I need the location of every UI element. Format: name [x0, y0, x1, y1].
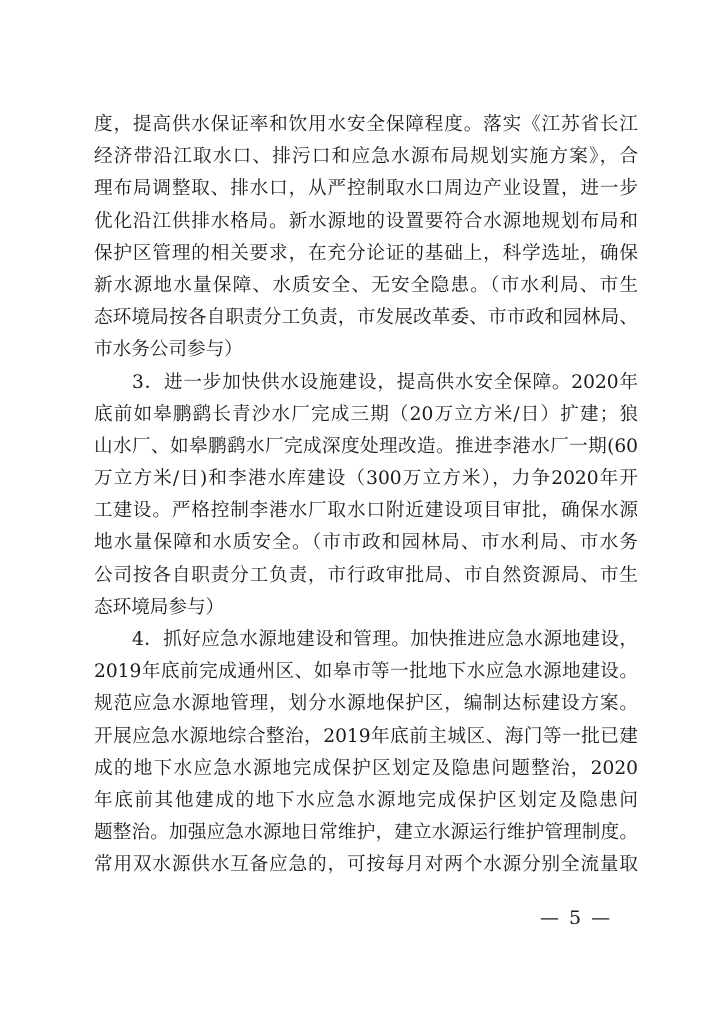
text-line: 优化沿江供排水格局。新水源地的设置要符合水源地规划布局和	[94, 210, 638, 232]
paragraph-1	[94, 109, 638, 367]
text-line: 常用双水源供水互备应急的，可按每月对两个水源分别全流量取	[94, 854, 638, 876]
text-line: 万立方米/日)和李港水库建设（300万立方米），力争2020年开	[94, 468, 638, 490]
text-line: 地水量保障和水质安全。（市市政和园林局、市水利局、市水务	[94, 532, 638, 554]
text-line: 保护区管理的相关要求，在充分论证的基础上，科学选址，确保	[94, 242, 638, 264]
paragraph-2	[94, 367, 638, 625]
text-line: 2019年底前完成通州区、如皋市等一批地下水应急水源地建设。	[94, 661, 638, 683]
text-line: 题整治。加强应急水源地日常维护，建立水源运行维护管理制度。	[94, 822, 638, 844]
text-line: 市水务公司参与）	[94, 339, 243, 361]
text-line: 成的地下水应急水源地完成保护区划定及隐患问题整治，2020	[94, 757, 638, 779]
text-line: 态环境局参与）	[94, 596, 225, 618]
text-line: 公司按各自职责分工负责，市行政审批局、市自然资源局、市生	[94, 564, 638, 586]
text-line: 开展应急水源地综合整治，2019年底前主城区、海门等一批已建	[94, 725, 638, 747]
page-number: — 5 —	[540, 907, 613, 929]
text-line: 工建设。严格控制李港水厂取水口附近建设项目审批，确保水源	[94, 500, 638, 522]
text-line: 态环境局按各自职责分工负责，市发展改革委、市市政和园林局、	[94, 307, 638, 329]
text-line: 山水厂、如皋鹏鹞水厂完成深度处理改造。推进李港水厂一期(60	[94, 435, 638, 457]
paragraph-3	[94, 624, 638, 882]
text-line: 理布局调整取、排水口，从严控制取水口周边产业设置，进一步	[94, 178, 638, 200]
text-line: 新水源地水量保障、水质安全、无安全隐患。（市水利局、市生	[94, 274, 638, 296]
text-line: 规范应急水源地管理，划分水源地保护区，编制达标建设方案。	[94, 693, 638, 715]
document-body	[94, 109, 638, 882]
text-line: 年底前其他建成的地下水应急水源地完成保护区划定及隐患问	[94, 789, 638, 811]
paragraph-first-line: 3．进一步加快供水设施建设，提高供水安全保障。2020年	[132, 371, 638, 393]
paragraph-first-line: 4．抓好应急水源地建设和管理。加快推进应急水源地建设，	[132, 629, 638, 650]
text-line: 度，提高供水保证率和饮用水安全保障程度。落实《江苏省长江	[94, 114, 638, 135]
text-line: 底前如皋鹏鹞长青沙水厂完成三期（20万立方米/日）扩建；狼	[94, 403, 638, 425]
text-line: 经济带沿江取水口、排污口和应急水源布局规划实施方案》，合	[94, 146, 638, 168]
